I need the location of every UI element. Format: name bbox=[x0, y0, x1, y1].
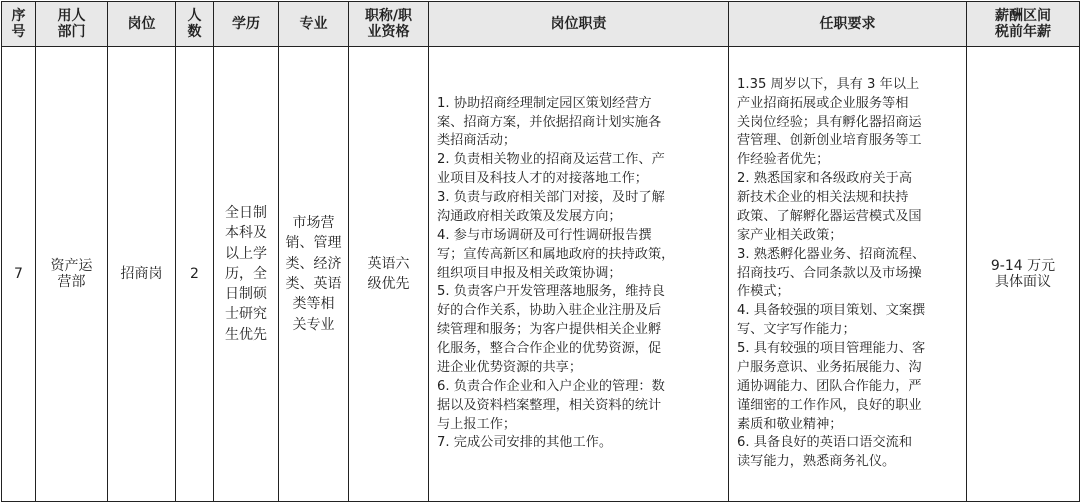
header-title: 职称/职 业资格 bbox=[349, 2, 429, 47]
duty-item: 1. 协助招商经理制定园区策划经营方 案、招商方案，并依据招商计划实施各 类招商活动； bbox=[437, 95, 662, 149]
table-row bbox=[2, 47, 1080, 502]
cell-education: 全日制 本科及 以上学 历，全 日制硕 士研究 生优先 bbox=[214, 47, 279, 502]
duty-item: 2. 负责相关物业的招商及运营工作、产 业项目及科技人才的对接落地工作； bbox=[437, 152, 665, 187]
cell-position: 招商岗 bbox=[108, 47, 176, 502]
duty-item: 7. 完成公司安排的其他工作。 bbox=[437, 435, 613, 451]
header-seq: 序 号 bbox=[2, 2, 36, 47]
requirement-item: 5. 具有较强的项目管理能力、客 户服务意识、业务拓展能力、沟 通协调能力、团队合作能力，严 谨细密的工作作风，良好的职业 素质和敬业精神； bbox=[737, 341, 926, 432]
cell-salary: 9-14 万元 具体面议 bbox=[967, 47, 1080, 502]
header-requirements: 任职要求 bbox=[729, 2, 967, 47]
header-education: 学历 bbox=[214, 2, 279, 47]
header-major: 专业 bbox=[279, 2, 349, 47]
cell-title: 英语六 级优先 bbox=[349, 47, 429, 502]
requirement-item: 2. 熟悉国家和各级政府关于高 新技术企业的相关法规和扶持 政策、了解孵化器运营模式及国 家产业相关政策； bbox=[737, 171, 922, 243]
header-row bbox=[2, 2, 1080, 47]
duty-item: 4. 参与市场调研及可行性调研报告撰 写；宣传高新区和属地政府的扶持政策， 组织项目申报及相关政策协调； bbox=[437, 227, 675, 281]
requirement-item: 4. 具备较强的项目策划、文案撰 写、文字写作能力； bbox=[737, 303, 926, 338]
requirement-item: 3. 熟悉孵化器业务、招商流程、 招商技巧、合同条款以及市场操 作模式； bbox=[737, 246, 926, 300]
cell-dept: 资产运 营部 bbox=[36, 47, 108, 502]
cell-seq: 7 bbox=[2, 47, 36, 502]
duty-item: 3. 负责与政府相关部门对接，及时了解 沟通政府相关政策及发展方向； bbox=[437, 190, 665, 224]
cell-duties bbox=[429, 47, 729, 502]
header-duties: 岗位职责 bbox=[429, 2, 729, 47]
requirement-item: 1.35 周岁以下，具有 3 年以上 产业招商拓展或企业服务等相 关岗位经验；具有孵化器招商运 营管理、创新创业培育服务等工 作经验者优先； bbox=[737, 76, 922, 168]
header-dept: 用人 部门 bbox=[36, 2, 108, 47]
header-count: 人 数 bbox=[176, 2, 214, 47]
cell-requirements bbox=[729, 47, 967, 502]
header-salary: 薪酬区间 税前年薪 bbox=[967, 2, 1080, 47]
duty-item: 6. 负责合作企业和入户企业的管理：数 据以及资料档案整理，相关资料的统计 与上报工作； bbox=[437, 378, 665, 432]
header-position: 岗位 bbox=[108, 2, 176, 47]
cell-major: 市场营 销、管理 类、经济 类、英语 类等相 关专业 bbox=[279, 47, 349, 502]
cell-count: 2 bbox=[176, 47, 214, 502]
requirement-item: 6. 具备良好的英语口语交流和 读写能力，熟悉商务礼仪。 bbox=[737, 435, 913, 470]
recruitment-table bbox=[1, 1, 1080, 502]
duty-item: 5. 负责客户开发管理落地服务，维持良 好的合作关系，协助入驻企业注册及后 续管理和服务；为客户提供相关企业孵 化服务，整合合作企业的优势资源，促 进企业优势资源的共享； bbox=[437, 284, 665, 375]
